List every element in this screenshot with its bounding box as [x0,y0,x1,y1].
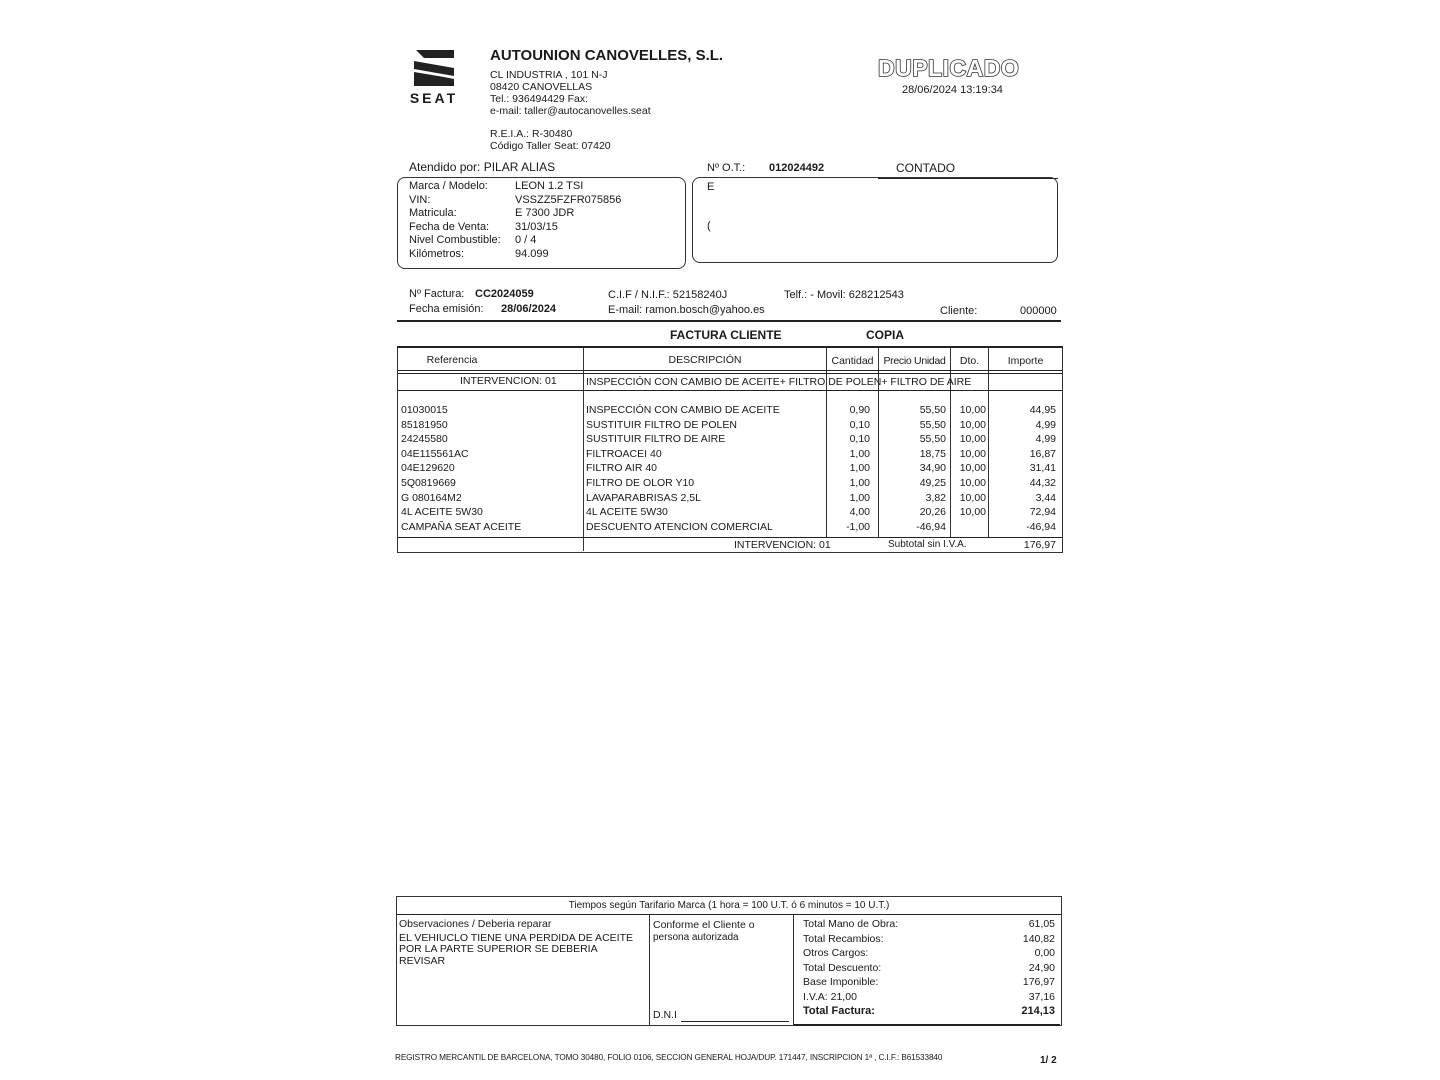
item-discount: 10,00 [959,491,986,504]
item-amount: -46,94 [1026,520,1056,533]
meta-divider [397,320,1061,322]
item-discount: 10,00 [959,506,986,519]
item-amount: 3,44 [1035,491,1056,504]
vehicle-label: Marca / Modelo: [409,180,488,192]
observation-line-1: EL VEHIUCLO TIENE UNA PERDIDA DE ACEITE [399,932,633,944]
item-description: SUSTITUIR FILTRO DE POLEN [586,418,737,431]
item-unit-price: 55,50 [919,418,946,431]
item-quantity: 1,00 [849,462,870,475]
total-value: 140,82 [1022,932,1055,945]
vehicle-value: 0 / 4 [515,234,537,247]
total-value: 37,16 [1028,990,1055,1003]
order-label: Nº O.T.: [707,162,746,174]
intervention-description: INSPECCIÓN CON CAMBIO DE ACEITE+ FILTRO DE POLEN+ FILTRO DE AIRE [586,376,972,388]
item-discount: 10,00 [959,447,986,460]
item-description: LAVAPARABRISAS 2,5L [586,491,701,504]
item-amount: 4,99 [1035,418,1056,431]
footer-subtotal-value: 176,97 [1023,539,1056,551]
signature-line [681,1021,789,1022]
seat-logo [398,46,470,108]
company-address-2: 08420 CANOVELLAS [490,81,593,93]
footer-subtotal-label: Subtotal sin I.V.A. [888,539,967,550]
item-quantity: 1,00 [849,491,870,504]
vehicle-value: 31/03/15 [515,220,558,233]
registry-text: REGISTRO MERCANTIL DE BARCELONA, TOMO 30480, FOLIO 0106, SECCION GENERAL HOJA/DUP. 171447, INSCRIPCION 1ª , C.I.F.: B61533840 [395,1053,943,1062]
item-reference: 24245580 [401,433,448,446]
col-header-dto: Dto. [959,355,980,367]
invoice-date-label: Fecha emisión: [409,303,484,315]
item-reference: CAMPAÑA SEAT ACEITE [401,520,522,533]
item-reference: 5Q0819669 [401,477,456,489]
vehicle-value: LEON 1.2 TSI [515,180,584,192]
table-row [398,521,1062,535]
conforme-line-2: persona autorizada [653,932,739,943]
header-divider [398,373,1062,374]
total-invoice-value: 214,13 [1021,1005,1055,1017]
item-unit-price: 34,90 [919,462,946,475]
table-row [398,404,1062,418]
total-value: 61,05 [1028,918,1055,930]
client-number: 000000 [1020,305,1057,317]
table-row [398,433,1062,447]
total-label: Otros Cargos: [803,947,869,959]
customer-email: E-mail: ramon.bosch@yahoo.es [608,304,765,316]
item-quantity: 0,10 [849,418,870,431]
item-amount: 44,32 [1029,477,1056,489]
attended-by: Atendido por: PILAR ALIAS [409,160,556,174]
total-label: Total Recambios: [803,932,884,945]
table-row [398,492,1062,506]
observation-line-3: REVISAR [399,955,446,967]
invoice-number: CC2024059 [475,288,534,300]
obs-divider [649,914,650,1025]
item-description: FILTROACEI 40 [586,447,662,460]
intervention-divider [398,390,1062,391]
col-header-descripcion: DESCRIPCIÓN [668,354,742,366]
item-unit-price: 55,50 [919,433,946,446]
item-unit-price: 55,50 [919,404,946,416]
item-discount: 10,00 [959,404,986,416]
item-quantity: 0,10 [849,433,870,446]
table-row [398,462,1062,476]
item-amount: 44,95 [1029,404,1056,416]
item-discount: 10,00 [959,462,986,475]
table-row [398,448,1062,462]
total-label: Total Descuento: [803,961,882,974]
vehicle-label: Matricula: [409,207,457,220]
dni-label: D.N.I [653,1009,677,1021]
observations-title: Observaciones / Deberia reparar [399,918,552,930]
item-quantity: 4,00 [849,506,870,519]
observation-line-2: POR LA PARTE SUPERIOR SE DEBERIA [399,943,598,955]
item-quantity: 0,90 [849,404,870,416]
company-name: AUTOUNION CANOVELLES, S.L. [490,47,724,64]
tiempos-note: Tiempos según Tarifario Marca (1 hora = 100 U.T. ó 6 minutos = 10 U.T.) [568,900,890,911]
item-reference: 04E129620 [401,462,455,475]
vehicle-value: E 7300 JDR [515,207,575,220]
client-label: Cliente: [940,305,978,317]
col-header-referencia: Referencia [426,354,478,366]
total-value: 176,97 [1022,976,1055,988]
customer-line-1: E [707,181,715,193]
company-phone: Tel.: 936494429 Fax: [490,93,589,105]
item-description: SUSTITUIR FILTRO DE AIRE [586,433,726,446]
item-unit-price: 18,75 [919,447,946,460]
vehicle-label: VIN: [409,193,431,206]
item-unit-price: 3,82 [925,491,946,504]
payment-type: CONTADO [896,161,956,175]
col-header-precio: Precio Unidad [883,355,946,367]
item-quantity: 1,00 [849,477,870,489]
conforme-line-1: Conforme el Cliente o [653,919,755,931]
order-number: 012024492 [769,162,825,174]
item-description: INSPECCIÓN CON CAMBIO DE ACEITE [586,404,780,416]
company-address-1: CL INDUSTRIA , 101 N-J [490,69,608,81]
brand-wordmark: SEAT [409,90,459,106]
total-invoice-label: Total Factura: [803,1005,875,1017]
vehicle-label: Nivel Combustible: [409,234,501,247]
vehicle-value: 94.099 [515,248,549,260]
item-description: 4L ACEITE 5W30 [586,506,668,519]
item-description: DESCUENTO ATENCION COMERCIAL [586,520,773,533]
duplicate-datetime: 28/06/2024 13:19:34 [902,84,1003,96]
table-row [398,506,1062,520]
vehicle-value: VSSZZ5FZFR075856 [515,193,622,206]
totals-divider [793,914,794,1025]
invoice-date: 28/06/2024 [501,303,557,315]
total-label: Total Mano de Obra: [803,918,899,930]
header-divider [398,370,1062,371]
invoice-copy-label: COPIA [866,328,905,342]
col-header-cantidad: Cantidad [831,355,874,367]
invoice-number-label: Nº Factura: [409,288,465,300]
total-value: 24,90 [1028,961,1055,974]
footer-intervention: INTERVENCION: 01 [734,539,831,551]
total-label: I.V.A: 21,00 [803,990,857,1003]
item-discount: 10,00 [959,477,986,489]
item-unit-price: 49,25 [919,477,946,489]
item-unit-price: -46,94 [916,520,946,533]
customer-cif: C.I.F / N.I.F.: 52158240J [608,289,728,301]
item-description: FILTRO AIR 40 [586,462,657,475]
tiempos-divider [397,914,1061,915]
total-label: Base Imponible: [803,976,879,988]
item-amount: 72,94 [1029,506,1056,519]
item-reference: G 080164M2 [401,491,462,504]
page-number: 1/ 2 [1040,1055,1057,1066]
item-discount: 10,00 [959,418,986,431]
items-table [397,346,1063,553]
item-reference: 01030015 [401,404,448,416]
summary-box [396,896,1062,1026]
company-taller-code: Código Taller Seat: 07420 [490,140,611,152]
intervention-label: INTERVENCION: 01 [460,375,557,387]
invoice-title: FACTURA CLIENTE [670,328,782,342]
duplicate-stamp: DUPLICADO [878,55,1020,81]
customer-line-2: ( [707,220,711,232]
customer-info-box [692,177,1058,263]
vehicle-label: Fecha de Venta: [409,220,490,233]
item-quantity: 1,00 [849,447,870,460]
item-description: FILTRO DE OLOR Y10 [586,477,695,489]
item-reference: 85181950 [401,418,448,431]
table-row [398,477,1062,491]
item-discount: 10,00 [959,433,986,446]
col-header-importe: Importe [1007,355,1044,367]
totals-bottom-line [794,1024,1060,1026]
vehicle-label: Kilómetros: [409,248,465,260]
table-row [398,419,1062,433]
item-quantity: -1,00 [846,520,870,533]
table-footer-divider [398,537,1062,538]
company-reia: R.E.I.A.: R-30480 [490,128,573,140]
total-value: 0,00 [1034,947,1055,959]
company-email: e-mail: taller@autocanovelles.seat [490,105,651,117]
item-unit-price: 20,26 [919,506,946,519]
item-amount: 4,99 [1035,433,1056,446]
item-amount: 16,87 [1029,447,1056,460]
item-reference: 04E115561AC [401,447,469,460]
item-reference: 4L ACEITE 5W30 [401,506,483,519]
item-amount: 31,41 [1029,462,1056,475]
customer-phone: Telf.: - Movil: 628212543 [784,289,904,301]
